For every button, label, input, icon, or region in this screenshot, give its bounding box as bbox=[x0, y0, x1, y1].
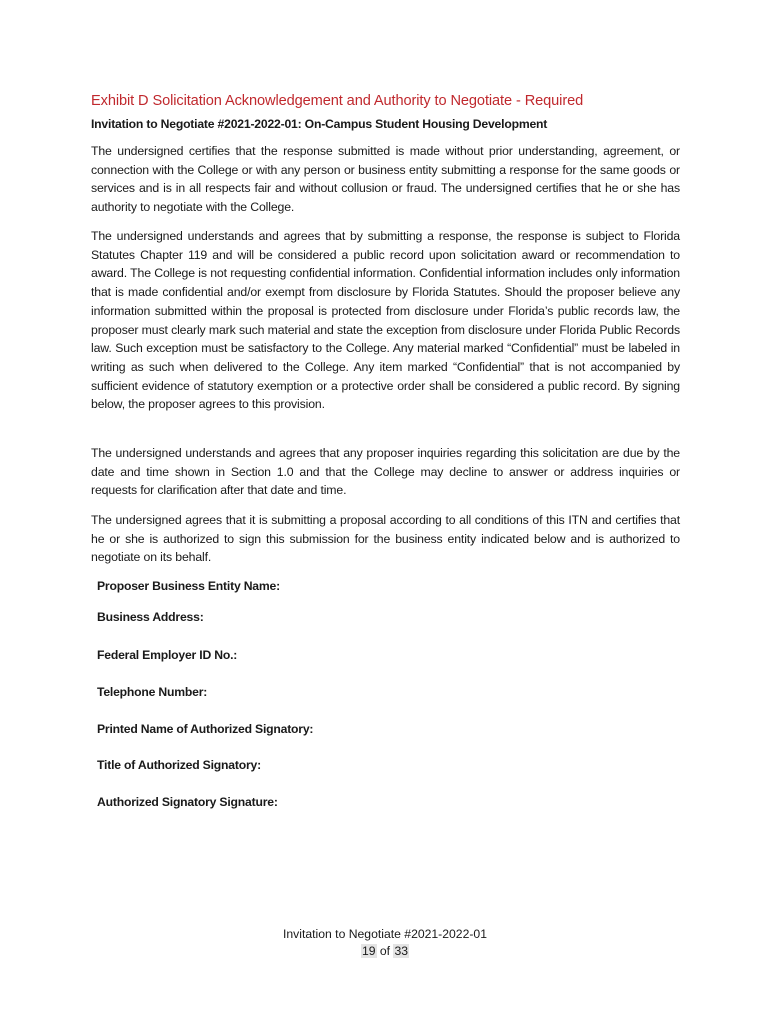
current-page-number: 19 bbox=[361, 944, 376, 958]
field-federal-employer-id: Federal Employer ID No.: bbox=[97, 648, 238, 662]
field-signatory-title: Title of Authorized Signatory: bbox=[97, 758, 261, 772]
footer-page-number bbox=[0, 944, 770, 958]
authorization-paragraph: The undersigned agrees that it is submitting a proposal according to all conditions of this ITN and certifies that he or she is authorized to sign this submission for the business entity indicated below and is authorized to negotiate on its behalf. bbox=[91, 513, 680, 565]
field-business-entity-name: Proposer Business Entity Name: bbox=[97, 579, 280, 593]
footer-title: Invitation to Negotiate #2021-2022-01 bbox=[283, 927, 487, 941]
exhibit-heading: Exhibit D Solicitation Acknowledgement and Authority to Negotiate - Required bbox=[91, 93, 584, 109]
field-signatory-signature: Authorized Signatory Signature: bbox=[97, 795, 278, 809]
total-page-number: 33 bbox=[394, 944, 409, 958]
field-business-address: Business Address: bbox=[97, 610, 204, 624]
field-telephone-number: Telephone Number: bbox=[97, 685, 208, 699]
itn-subheading: Invitation to Negotiate #2021-2022-01: On-Campus Student Housing Development bbox=[91, 117, 548, 131]
inquiries-paragraph: The undersigned understands and agrees that any proposer inquiries regarding this solicitation are due by the date and time shown in Section 1.0 and that the College may decline to answer or address inquiries or requests for clarification after that date and time. bbox=[91, 446, 680, 498]
field-printed-name: Printed Name of Authorized Signatory: bbox=[97, 722, 314, 736]
public-records-paragraph: The undersigned understands and agrees that by submitting a response, the response is subject to Florida Statutes Chapter 119 and will be considered a public record upon solicitation award or recommendation to award. The College is not requesting confidential information. Confidential information includes only information that is made confidential and/or exempt from disclosure by Florida Statutes. Should the proposer believe any information submitted within the proposal is protected from disclosure under Florida’s public records law, the proposer must clearly mark such material and state the exception from disclosure under Florida Public Records law. Such exception must be satisfactory to the College. Any material marked “Confidential” must be labeled in writing as such when delivered to the College. Any item marked “Confidential” that is not accompanied by sufficient evidence of statutory exemption or a protective order shall be considered a public record. By signing below, the proposer agrees to this provision. bbox=[91, 229, 680, 412]
certification-paragraph: The undersigned certifies that the response submitted is made without prior understanding, agreement, or connection with the College or with any person or business entity submitting a response for the same goods or services and is in all respects fair and without collusion or fraud. The undersigned certifies that he or she has authority to negotiate with the College. bbox=[91, 144, 680, 215]
page-separator: of bbox=[379, 944, 391, 958]
